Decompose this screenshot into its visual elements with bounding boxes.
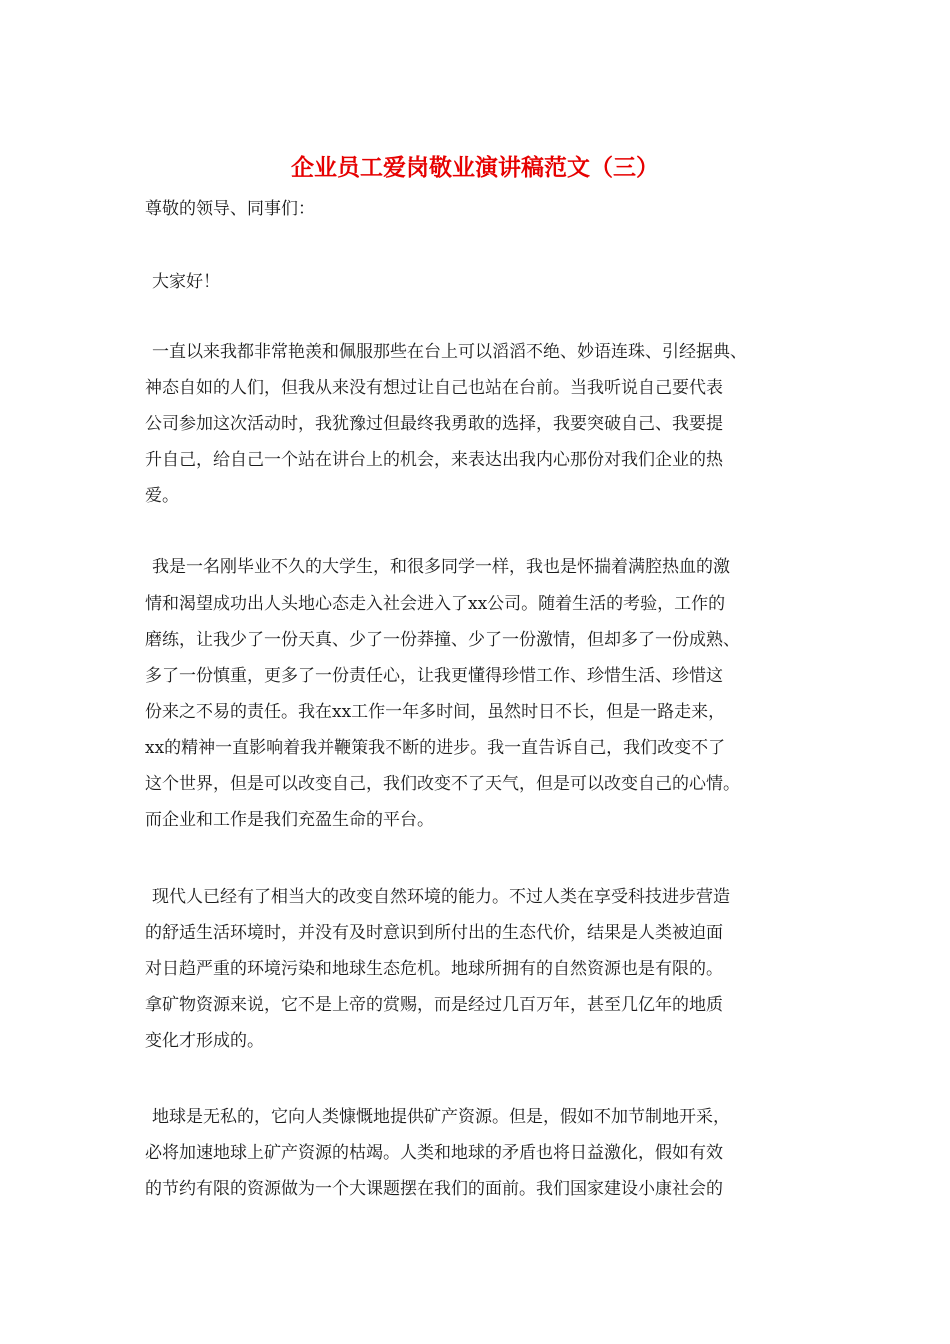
- paragraph-line: 而企业和工作是我们充盈生命的平台。: [145, 810, 434, 830]
- greeting: 大家好！: [152, 272, 220, 292]
- paragraph-line: 公司参加这次活动时，我犹豫过但最终我勇敢的选择，我要突破自己、我要提: [145, 414, 723, 434]
- paragraph-line: 磨练，让我少了一份天真、少了一份莽撞、少了一份激情，但却多了一份成熟、: [145, 630, 740, 650]
- paragraph-line: 对日趋严重的环境污染和地球生态危机。地球所拥有的自然资源也是有限的。: [145, 959, 723, 979]
- paragraph-line: 升自己，给自己一个站在讲台上的机会，来表达出我内心那份对我们企业的热: [145, 450, 723, 470]
- paragraph-line: 拿矿物资源来说，它不是上帝的赏赐，而是经过几百万年，甚至几亿年的地质: [145, 995, 723, 1015]
- paragraph-line: 这个世界，但是可以改变自己，我们改变不了天气，但是可以改变自己的心情。: [145, 774, 740, 794]
- paragraph-line: 情和渴望成功出人头地心态走入社会进入了xx公司。随着生活的考验，工作的: [145, 594, 726, 614]
- paragraph-line: 变化才形成的。: [145, 1031, 264, 1051]
- paragraph-line: 的节约有限的资源做为一个大课题摆在我们的面前。我们国家建设小康社会的: [145, 1179, 723, 1199]
- paragraph-line: 一直以来我都非常艳羡和佩服那些在台上可以滔滔不绝、妙语连珠、引经据典、: [152, 342, 747, 362]
- paragraph-line: 爱。: [145, 486, 179, 506]
- paragraph-line: 的舒适生活环境时，并没有及时意识到所付出的生态代价，结果是人类被迫面: [145, 923, 723, 943]
- paragraph-line: 份来之不易的责任。我在xx工作一年多时间，虽然时日不长，但是一路走来，: [145, 702, 726, 722]
- paragraph-line: xx的精神一直影响着我并鞭策我不断的进步。我一直告诉自己，我们改变不了: [145, 738, 726, 758]
- paragraph-line: 现代人已经有了相当大的改变自然环境的能力。不过人类在享受科技进步营造: [152, 887, 730, 907]
- salutation: 尊敬的领导、同事们：: [145, 199, 315, 219]
- paragraph-line: 多了一份慎重，更多了一份责任心，让我更懂得珍惜工作、珍惜生活、珍惜这: [145, 666, 723, 686]
- paragraph-line: 必将加速地球上矿产资源的枯竭。人类和地球的矛盾也将日益激化，假如有效: [145, 1143, 723, 1163]
- document-title: 企业员工爱岗敬业演讲稿范文（三）: [291, 154, 659, 181]
- paragraph-line: 我是一名刚毕业不久的大学生，和很多同学一样，我也是怀揣着满腔热血的激: [152, 557, 730, 577]
- paragraph-line: 神态自如的人们，但我从来没有想过让自己也站在台前。当我听说自己要代表: [145, 378, 723, 398]
- paragraph-line: 地球是无私的，它向人类慷慨地提供矿产资源。但是，假如不加节制地开采，: [152, 1107, 730, 1127]
